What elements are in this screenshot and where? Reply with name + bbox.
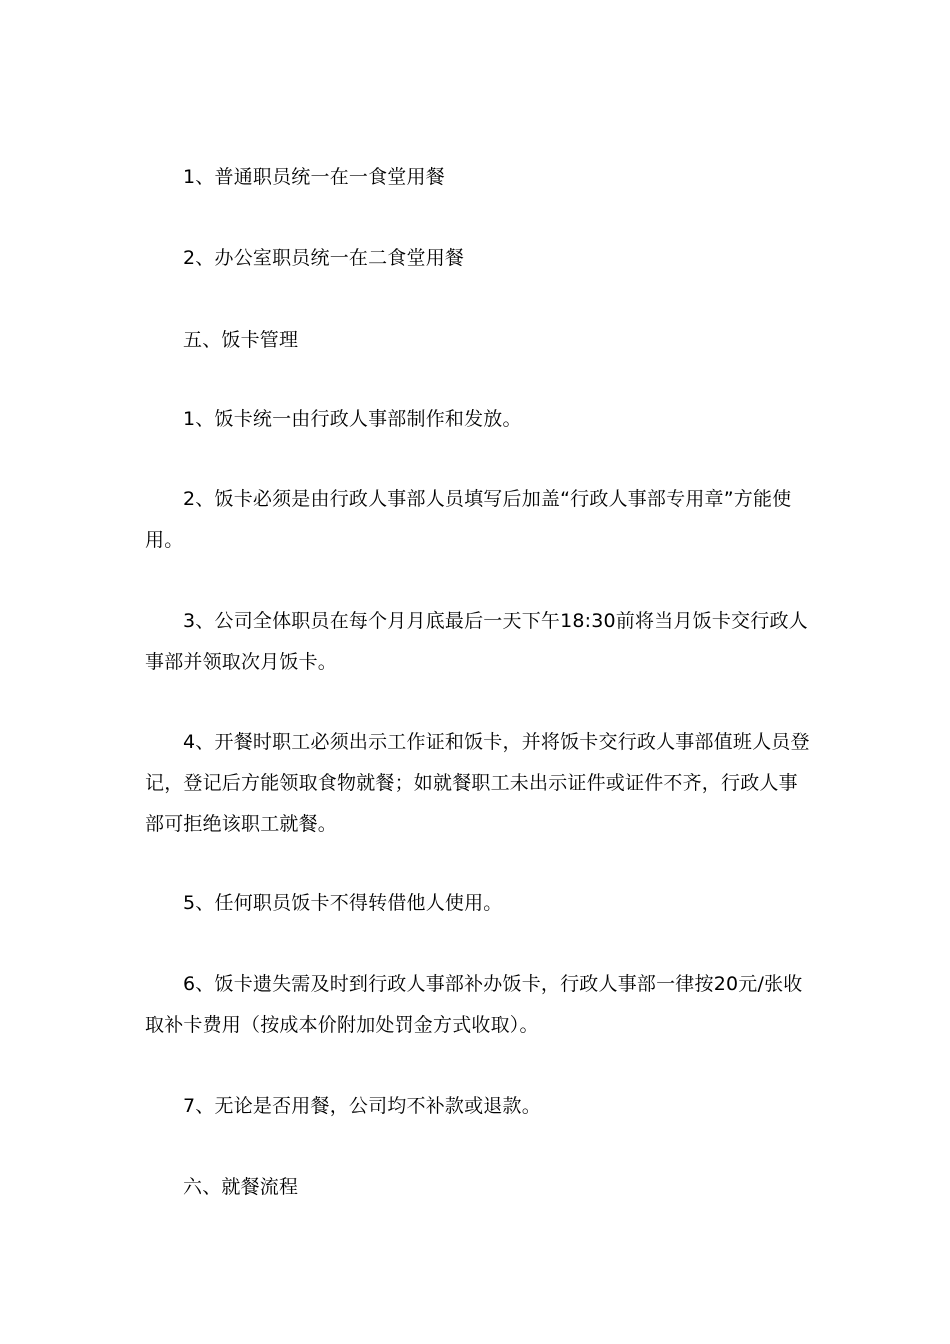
paragraph-card-stamp-requirement: 2、饭卡必须是由行政人事部人员填写后加盖“行政人事部专用章”方能使用。: [145, 488, 792, 551]
paragraph-no-refund: 7、无论是否用餐，公司均不补款或退款。: [183, 1095, 541, 1117]
paragraph-monthly-card-exchange: 3、公司全体职员在每个月月底最后一天下午18:30前将当月饭卡交行政人事部并领取次月饭卡。: [145, 610, 808, 673]
paragraph-general-staff-canteen: 1、普通职员统一在一食堂用餐: [183, 166, 445, 188]
paragraph-show-id-and-card: 4、开餐时职工必须出示工作证和饭卡，并将饭卡交行政人事部值班人员登记，登记后方能领取食物就餐；如就餐职工未出示证件或证件不齐，行政人事部可拒绝该职工就餐。: [145, 731, 810, 835]
paragraph-card-issuance: 1、饭卡统一由行政人事部制作和发放。: [183, 408, 522, 430]
section-heading-dining-process: 六、就餐流程: [183, 1176, 299, 1198]
section-heading-meal-card-management: 五、饭卡管理: [183, 329, 299, 351]
paragraph-lost-card-replacement: 6、饭卡遗失需及时到行政人事部补办饭卡，行政人事部一律按20元/张收取补卡费用（按成本价附加处罚金方式收取）。: [145, 973, 803, 1036]
paragraph-no-lending: 5、任何职员饭卡不得转借他人使用。: [183, 892, 503, 914]
paragraph-office-staff-canteen: 2、办公室职员统一在二食堂用餐: [183, 247, 465, 269]
